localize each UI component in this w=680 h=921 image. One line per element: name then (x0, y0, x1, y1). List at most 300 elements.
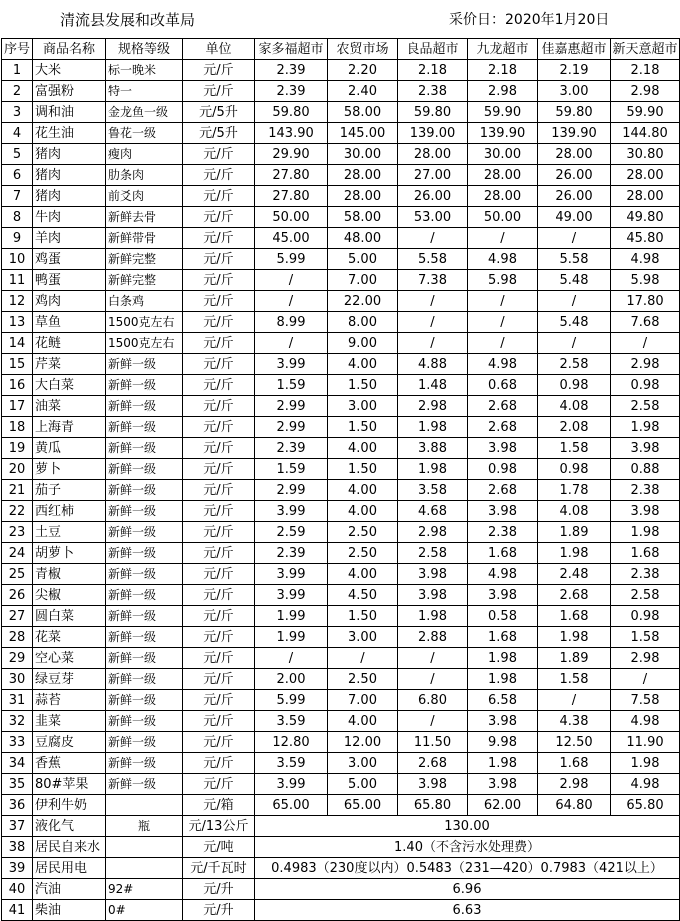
item-name: 猪肉 (33, 144, 106, 165)
item-spec (106, 858, 183, 879)
price-cell-store-4: 1.98 (468, 753, 538, 774)
price-cell-store-5: 1.68 (538, 606, 611, 627)
price-cell-store-1: / (255, 291, 328, 312)
row-number: 4 (2, 123, 33, 144)
row-number: 8 (2, 207, 33, 228)
item-unit: 元/斤 (183, 312, 255, 333)
col-header-name: 商品名称 (33, 39, 106, 60)
item-unit: 元/吨 (183, 837, 255, 858)
row-number: 19 (2, 438, 33, 459)
price-cell-store-3: / (398, 291, 468, 312)
table-row (2, 480, 680, 501)
price-cell-store-6: 0.98 (611, 375, 680, 396)
table-row (2, 585, 680, 606)
merged-price-value: 6.96 (255, 879, 680, 900)
price-cell-store-3: 5.58 (398, 249, 468, 270)
price-cell-store-2: 2.50 (328, 522, 398, 543)
price-cell-store-1: 2.99 (255, 417, 328, 438)
item-unit: 元/斤 (183, 291, 255, 312)
price-cell-store-5: 0.98 (538, 459, 611, 480)
item-spec: 新鲜一级 (106, 669, 183, 690)
price-cell-store-4: 50.00 (468, 207, 538, 228)
price-cell-store-2: 4.00 (328, 564, 398, 585)
item-unit: 元/斤 (183, 438, 255, 459)
row-number: 28 (2, 627, 33, 648)
item-spec: 新鲜一级 (106, 375, 183, 396)
price-cell-store-6: 28.00 (611, 186, 680, 207)
price-cell-store-4: 2.68 (468, 396, 538, 417)
item-spec: 新鲜一级 (106, 438, 183, 459)
price-cell-store-2: 1.50 (328, 606, 398, 627)
row-number: 40 (2, 879, 33, 900)
price-cell-store-5: 5.58 (538, 249, 611, 270)
item-unit: 元/斤 (183, 648, 255, 669)
price-cell-store-2: 5.00 (328, 249, 398, 270)
item-spec: 新鲜一级 (106, 627, 183, 648)
item-unit: 元/斤 (183, 396, 255, 417)
row-number: 7 (2, 186, 33, 207)
item-unit: 元/斤 (183, 207, 255, 228)
item-spec: 金龙鱼一级 (106, 102, 183, 123)
item-unit: 元/斤 (183, 501, 255, 522)
item-spec: 白条鸡 (106, 291, 183, 312)
table-row (2, 879, 680, 900)
price-cell-store-6: 7.68 (611, 312, 680, 333)
item-unit: 元/斤 (183, 669, 255, 690)
row-number: 25 (2, 564, 33, 585)
price-cell-store-1: 2.00 (255, 669, 328, 690)
item-unit: 元/斤 (183, 354, 255, 375)
price-cell-store-1: 65.00 (255, 795, 328, 816)
table-row (2, 123, 680, 144)
price-cell-store-1: 3.99 (255, 501, 328, 522)
item-spec: 肋条肉 (106, 165, 183, 186)
price-cell-store-3: / (398, 648, 468, 669)
item-unit: 元/斤 (183, 711, 255, 732)
item-spec: 新鲜完整 (106, 249, 183, 270)
item-name: 上海青 (33, 417, 106, 438)
table-row (2, 858, 680, 879)
price-cell-store-5: 1.58 (538, 438, 611, 459)
item-unit: 元/斤 (183, 228, 255, 249)
price-cell-store-2: 4.50 (328, 585, 398, 606)
price-cell-store-3: 2.98 (398, 522, 468, 543)
price-cell-store-6: 4.98 (611, 249, 680, 270)
price-cell-store-5: 5.48 (538, 270, 611, 291)
table-body (2, 60, 680, 921)
price-cell-store-3: 6.80 (398, 690, 468, 711)
price-cell-store-4: 3.98 (468, 438, 538, 459)
price-cell-store-4: 3.98 (468, 501, 538, 522)
price-cell-store-2: 28.00 (328, 186, 398, 207)
item-spec: 瓶 (106, 816, 183, 837)
price-cell-store-3: 27.00 (398, 165, 468, 186)
price-cell-store-2: 7.00 (328, 270, 398, 291)
price-cell-store-4: 139.90 (468, 123, 538, 144)
row-number: 36 (2, 795, 33, 816)
price-cell-store-2: 9.00 (328, 333, 398, 354)
price-cell-store-6: 2.38 (611, 564, 680, 585)
item-name: 香蕉 (33, 753, 106, 774)
price-cell-store-5: 1.89 (538, 648, 611, 669)
price-cell-store-6: 1.98 (611, 753, 680, 774)
price-cell-store-2: 22.00 (328, 291, 398, 312)
item-spec: 1500克左右 (106, 312, 183, 333)
price-cell-store-4: 62.00 (468, 795, 538, 816)
table-row (2, 333, 680, 354)
price-cell-store-1: 5.99 (255, 690, 328, 711)
price-cell-store-2: 145.00 (328, 123, 398, 144)
table-row (2, 354, 680, 375)
item-name: 富强粉 (33, 81, 106, 102)
price-cell-store-4: 30.00 (468, 144, 538, 165)
price-cell-store-4: 2.18 (468, 60, 538, 81)
table-row (2, 60, 680, 81)
price-cell-store-3: 3.98 (398, 585, 468, 606)
item-spec: 92# (106, 879, 183, 900)
price-cell-store-2: 1.50 (328, 375, 398, 396)
price-cell-store-4: / (468, 228, 538, 249)
price-cell-store-5: 59.80 (538, 102, 611, 123)
price-cell-store-5: / (538, 291, 611, 312)
item-spec: 1500克左右 (106, 333, 183, 354)
item-spec: 瘦肉 (106, 144, 183, 165)
item-spec: 新鲜去骨 (106, 207, 183, 228)
item-unit: 元/斤 (183, 186, 255, 207)
item-name: 伊利牛奶 (33, 795, 106, 816)
item-name: 空心菜 (33, 648, 106, 669)
price-cell-store-6: 4.98 (611, 711, 680, 732)
item-spec: 新鲜一级 (106, 564, 183, 585)
item-name: 绿豆芽 (33, 669, 106, 690)
header-row (2, 39, 680, 60)
item-spec: 新鲜一级 (106, 753, 183, 774)
item-name: 80#苹果 (33, 774, 106, 795)
table-row (2, 669, 680, 690)
price-cell-store-5: 2.19 (538, 60, 611, 81)
item-unit: 元/斤 (183, 60, 255, 81)
row-number: 41 (2, 900, 33, 921)
item-spec: 新鲜一级 (106, 711, 183, 732)
price-cell-store-4: 6.58 (468, 690, 538, 711)
price-cell-store-2: 28.00 (328, 165, 398, 186)
item-unit: 元/斤 (183, 774, 255, 795)
item-spec: 新鲜一级 (106, 522, 183, 543)
item-name: 鸭蛋 (33, 270, 106, 291)
price-cell-store-1: 50.00 (255, 207, 328, 228)
item-name: 花生油 (33, 123, 106, 144)
price-cell-store-6: 2.98 (611, 648, 680, 669)
item-name: 大白菜 (33, 375, 106, 396)
item-unit: 元/斤 (183, 81, 255, 102)
table-row (2, 816, 680, 837)
item-spec: 标一晚米 (106, 60, 183, 81)
price-cell-store-1: / (255, 333, 328, 354)
price-cell-store-6: 30.80 (611, 144, 680, 165)
price-cell-store-6: 2.18 (611, 60, 680, 81)
price-cell-store-3: 2.58 (398, 543, 468, 564)
item-unit: 元/斤 (183, 270, 255, 291)
table-row (2, 522, 680, 543)
table-row (2, 900, 680, 921)
price-cell-store-2: 4.00 (328, 711, 398, 732)
price-cell-store-6: 59.90 (611, 102, 680, 123)
item-spec (106, 837, 183, 858)
price-cell-store-6: 1.98 (611, 522, 680, 543)
table-row (2, 207, 680, 228)
item-unit: 元/斤 (183, 165, 255, 186)
price-cell-store-5: / (538, 228, 611, 249)
price-cell-store-4: 3.98 (468, 774, 538, 795)
row-number: 27 (2, 606, 33, 627)
price-cell-store-2: 7.00 (328, 690, 398, 711)
price-cell-store-6: 11.90 (611, 732, 680, 753)
item-name: 黄瓜 (33, 438, 106, 459)
item-spec: 新鲜一级 (106, 396, 183, 417)
price-cell-store-4: 1.68 (468, 543, 538, 564)
collection-date: 采价日：2020年1月20日 (449, 12, 610, 28)
price-cell-store-4: 5.98 (468, 270, 538, 291)
item-unit: 元/13公斤 (183, 816, 255, 837)
price-cell-store-2: 48.00 (328, 228, 398, 249)
price-cell-store-3: 7.38 (398, 270, 468, 291)
item-spec: 新鲜完整 (106, 270, 183, 291)
item-name: 草鱼 (33, 312, 106, 333)
row-number: 9 (2, 228, 33, 249)
price-cell-store-1: 8.99 (255, 312, 328, 333)
row-number: 12 (2, 291, 33, 312)
merged-price-value: 0.4983（230度以内）0.5483（231—420）0.7983（421以上） (255, 858, 680, 879)
price-cell-store-5: / (538, 333, 611, 354)
price-cell-store-4: 1.98 (468, 669, 538, 690)
item-unit: 元/升 (183, 900, 255, 921)
price-cell-store-4: 2.38 (468, 522, 538, 543)
price-cell-store-3: 3.88 (398, 438, 468, 459)
price-cell-store-1: 27.80 (255, 165, 328, 186)
item-name: 猪肉 (33, 186, 106, 207)
item-name: 花菜 (33, 627, 106, 648)
price-cell-store-3: 26.00 (398, 186, 468, 207)
price-cell-store-6: 5.98 (611, 270, 680, 291)
row-number: 26 (2, 585, 33, 606)
price-cell-store-1: 3.99 (255, 585, 328, 606)
price-cell-store-1: 45.00 (255, 228, 328, 249)
table-row (2, 144, 680, 165)
price-cell-store-5: 26.00 (538, 186, 611, 207)
price-cell-store-2: / (328, 648, 398, 669)
price-cell-store-1: 1.99 (255, 606, 328, 627)
item-name: 圆白菜 (33, 606, 106, 627)
item-name: 胡萝卜 (33, 543, 106, 564)
price-cell-store-5: 139.90 (538, 123, 611, 144)
price-cell-store-6: 0.88 (611, 459, 680, 480)
price-cell-store-6: 2.38 (611, 480, 680, 501)
price-cell-store-4: 2.68 (468, 417, 538, 438)
price-cell-store-2: 4.00 (328, 501, 398, 522)
price-cell-store-1: 1.59 (255, 375, 328, 396)
row-number: 2 (2, 81, 33, 102)
price-cell-store-1: 143.90 (255, 123, 328, 144)
table-row (2, 81, 680, 102)
col-header-no: 序号 (2, 39, 33, 60)
price-cell-store-3: 1.98 (398, 606, 468, 627)
price-cell-store-3: 2.98 (398, 396, 468, 417)
item-unit: 元/斤 (183, 144, 255, 165)
price-cell-store-3: 3.58 (398, 480, 468, 501)
item-unit: 元/斤 (183, 732, 255, 753)
price-cell-store-4: 28.00 (468, 186, 538, 207)
price-cell-store-5: 0.98 (538, 375, 611, 396)
item-name: 汽油 (33, 879, 106, 900)
price-cell-store-2: 4.00 (328, 354, 398, 375)
price-cell-store-2: 4.00 (328, 438, 398, 459)
table-row (2, 648, 680, 669)
price-cell-store-6: 17.80 (611, 291, 680, 312)
price-cell-store-2: 5.00 (328, 774, 398, 795)
organization-title: 清流县发展和改革局 (60, 11, 196, 29)
price-cell-store-6: 0.98 (611, 606, 680, 627)
table-row (2, 732, 680, 753)
price-cell-store-4: 4.98 (468, 249, 538, 270)
item-spec: 新鲜一级 (106, 459, 183, 480)
item-unit: 元/斤 (183, 375, 255, 396)
item-unit: 元/斤 (183, 459, 255, 480)
row-number: 35 (2, 774, 33, 795)
item-spec: 新鲜一级 (106, 585, 183, 606)
item-name: 柴油 (33, 900, 106, 921)
row-number: 30 (2, 669, 33, 690)
price-cell-store-5: 1.58 (538, 669, 611, 690)
price-cell-store-2: 2.20 (328, 60, 398, 81)
item-unit: 元/斤 (183, 417, 255, 438)
price-cell-store-3: 139.00 (398, 123, 468, 144)
price-cell-store-4: 4.98 (468, 354, 538, 375)
row-number: 15 (2, 354, 33, 375)
item-name: 蒜苔 (33, 690, 106, 711)
price-cell-store-2: 3.00 (328, 753, 398, 774)
row-number: 6 (2, 165, 33, 186)
price-cell-store-6: 3.98 (611, 501, 680, 522)
table-row (2, 228, 680, 249)
price-cell-store-5: 12.50 (538, 732, 611, 753)
price-cell-store-3: 59.80 (398, 102, 468, 123)
price-cell-store-2: 3.00 (328, 627, 398, 648)
table-row (2, 375, 680, 396)
table-row (2, 417, 680, 438)
price-cell-store-1: 2.39 (255, 60, 328, 81)
price-cell-store-3: 53.00 (398, 207, 468, 228)
table-row (2, 690, 680, 711)
merged-price-value: 130.00 (255, 816, 680, 837)
price-cell-store-1: 2.99 (255, 480, 328, 501)
price-cell-store-5: 4.08 (538, 396, 611, 417)
price-cell-store-1: 5.99 (255, 249, 328, 270)
item-name: 韭菜 (33, 711, 106, 732)
table-row (2, 396, 680, 417)
item-spec: 新鲜一级 (106, 480, 183, 501)
price-cell-store-1: 2.39 (255, 438, 328, 459)
item-name: 油菜 (33, 396, 106, 417)
price-cell-store-3: 2.38 (398, 81, 468, 102)
price-cell-store-3: / (398, 312, 468, 333)
item-name: 尖椒 (33, 585, 106, 606)
item-name: 调和油 (33, 102, 106, 123)
price-cell-store-3: 1.48 (398, 375, 468, 396)
price-cell-store-1: 27.80 (255, 186, 328, 207)
item-spec: 鲁花一级 (106, 123, 183, 144)
price-cell-store-4: 3.98 (468, 585, 538, 606)
table-row (2, 186, 680, 207)
row-number: 33 (2, 732, 33, 753)
price-cell-store-1: 12.80 (255, 732, 328, 753)
item-spec (106, 795, 183, 816)
item-spec: 新鲜一级 (106, 501, 183, 522)
price-cell-store-2: 2.50 (328, 669, 398, 690)
price-cell-store-3: 3.98 (398, 564, 468, 585)
row-number: 5 (2, 144, 33, 165)
merged-price-value: 6.63 (255, 900, 680, 921)
item-spec: 新鲜一级 (106, 648, 183, 669)
item-unit: 元/5升 (183, 123, 255, 144)
price-cell-store-1: / (255, 648, 328, 669)
table-row (2, 711, 680, 732)
price-cell-store-4: / (468, 291, 538, 312)
table-row (2, 249, 680, 270)
item-spec: 0# (106, 900, 183, 921)
item-spec: 新鲜一级 (106, 732, 183, 753)
price-cell-store-2: 3.00 (328, 396, 398, 417)
price-cell-store-2: 58.00 (328, 102, 398, 123)
price-cell-store-4: 1.98 (468, 648, 538, 669)
item-unit: 元/斤 (183, 522, 255, 543)
merged-price-value: 1.40（不含污水处理费） (255, 837, 680, 858)
price-cell-store-2: 8.00 (328, 312, 398, 333)
row-number: 24 (2, 543, 33, 564)
price-cell-store-2: 2.50 (328, 543, 398, 564)
col-header-store-2: 农贸市场 (328, 39, 398, 60)
table-row (2, 774, 680, 795)
item-unit: 元/千瓦时 (183, 858, 255, 879)
price-cell-store-6: 65.80 (611, 795, 680, 816)
price-cell-store-4: 3.98 (468, 711, 538, 732)
item-name: 茄子 (33, 480, 106, 501)
price-cell-store-3: 4.88 (398, 354, 468, 375)
item-name: 鸡肉 (33, 291, 106, 312)
table-row (2, 837, 680, 858)
col-header-store-4: 九龙超市 (468, 39, 538, 60)
item-spec: 新鲜一级 (106, 606, 183, 627)
price-cell-store-6: 7.58 (611, 690, 680, 711)
col-header-unit: 单位 (183, 39, 255, 60)
price-cell-store-6: / (611, 333, 680, 354)
price-cell-store-4: 2.68 (468, 480, 538, 501)
price-cell-store-5: 4.38 (538, 711, 611, 732)
price-cell-store-4: / (468, 333, 538, 354)
table-row (2, 795, 680, 816)
item-spec: 新鲜一级 (106, 690, 183, 711)
price-cell-store-2: 12.00 (328, 732, 398, 753)
item-name: 芹菜 (33, 354, 106, 375)
price-cell-store-1: 3.99 (255, 354, 328, 375)
table-row (2, 564, 680, 585)
table-row (2, 606, 680, 627)
price-cell-store-5: 2.08 (538, 417, 611, 438)
item-name: 居民用电 (33, 858, 106, 879)
price-cell-store-6: 2.98 (611, 354, 680, 375)
item-unit: 元/箱 (183, 795, 255, 816)
price-cell-store-3: / (398, 228, 468, 249)
price-cell-store-1: 2.39 (255, 81, 328, 102)
